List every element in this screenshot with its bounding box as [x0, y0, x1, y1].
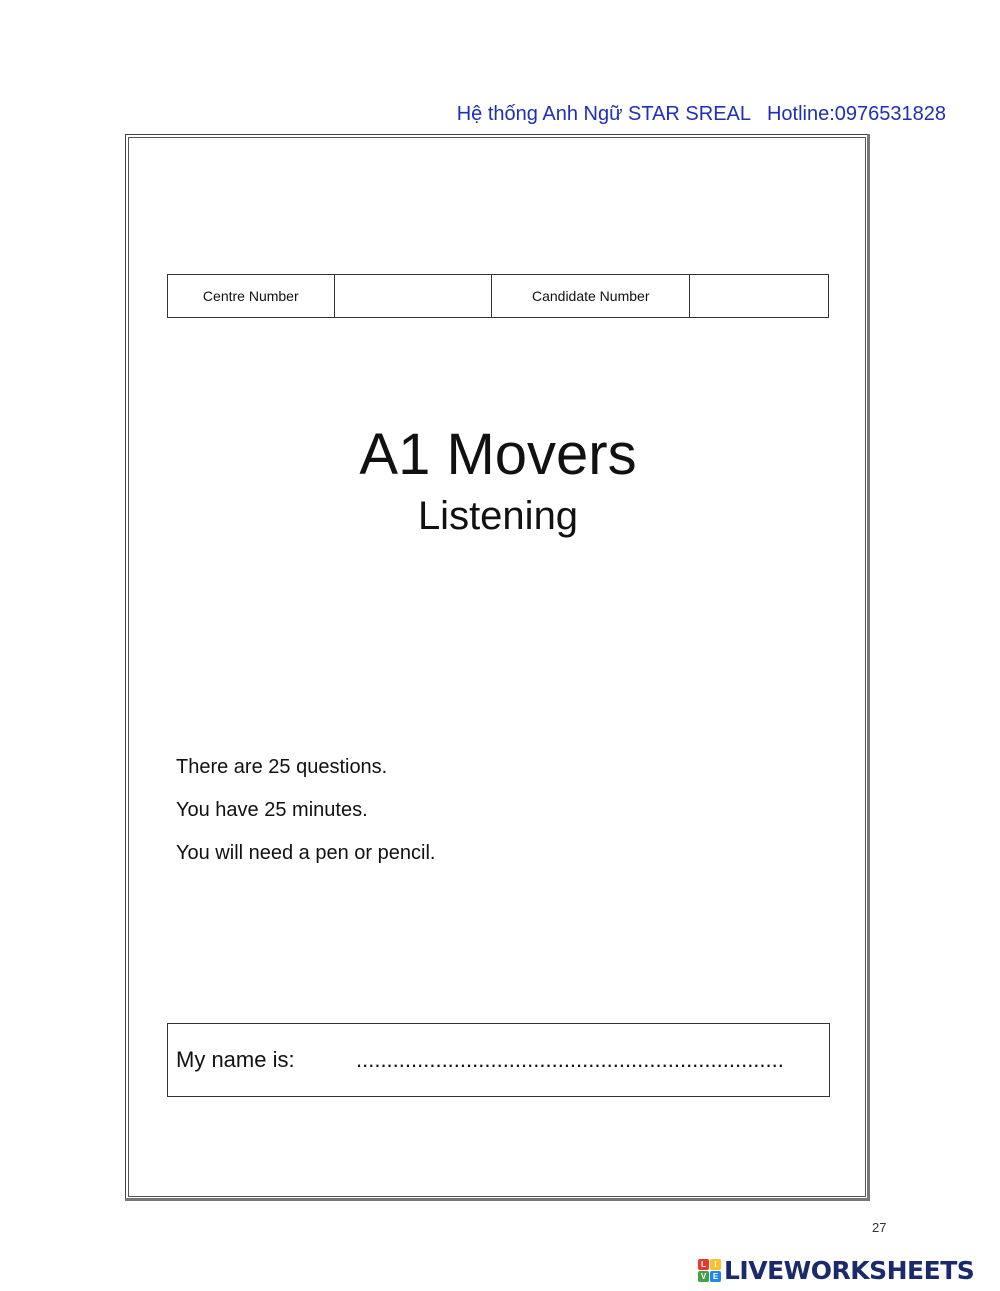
liveworksheets-logo-text: LIVEWORKSHEETS — [724, 1255, 975, 1285]
hotline: Hotline:0976531828 — [766, 103, 946, 125]
centre-number-label: Centre Number — [168, 275, 335, 318]
instruction-line: You will need a pen or pencil. — [176, 842, 436, 864]
page-number: 27 — [872, 1220, 887, 1235]
candidate-numbers-table — [167, 274, 829, 318]
page-title: A1 Movers — [359, 422, 637, 487]
logo-cell: E — [710, 1271, 721, 1282]
name-label: My name is: — [176, 1047, 295, 1072]
instruction-line: You have 25 minutes. — [176, 799, 368, 821]
logo-cell: V — [698, 1271, 709, 1282]
instruction-line: There are 25 questions. — [176, 756, 388, 778]
candidate-number-field[interactable] — [690, 275, 829, 318]
school-name: Hệ thống Anh Ngữ STAR SREAL — [456, 103, 751, 125]
name-box — [167, 1023, 830, 1097]
liveworksheets-logo — [698, 1255, 974, 1285]
instructions — [176, 752, 435, 881]
frame-shadow-right — [867, 134, 870, 1201]
liveworksheets-logo-icon — [698, 1259, 721, 1282]
name-input-line[interactable]: ...................................................................... — [356, 1047, 784, 1072]
centre-number-field[interactable] — [334, 275, 491, 318]
logo-cell: I — [710, 1259, 721, 1270]
candidate-number-label: Candidate Number — [491, 275, 690, 318]
logo-cell: L — [698, 1259, 709, 1270]
page-subtitle: Listening — [417, 494, 579, 538]
frame-shadow-bottom — [125, 1198, 870, 1201]
header-line — [457, 103, 946, 126]
